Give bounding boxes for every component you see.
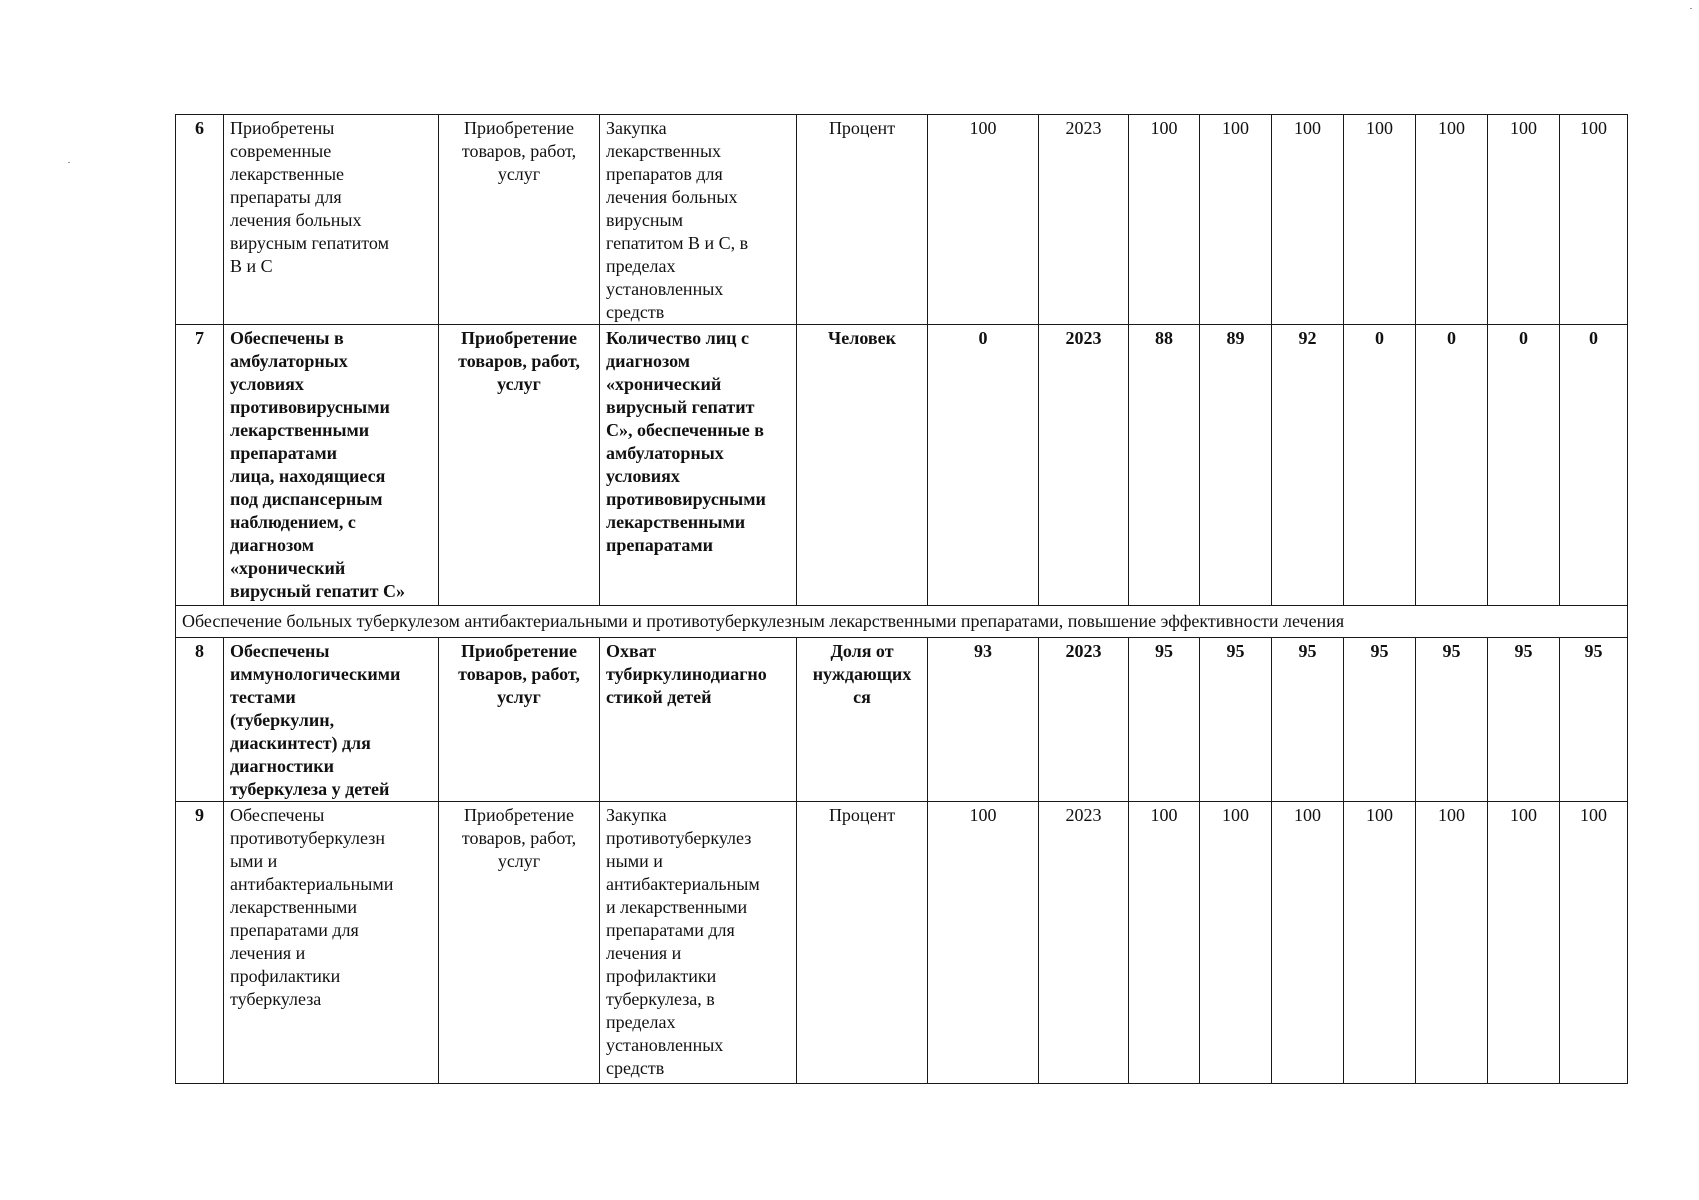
year-value: 0 <box>1560 325 1628 606</box>
row-number: 9 <box>176 802 224 1084</box>
year-value: 95 <box>1272 638 1344 802</box>
year-value: 0 <box>1344 325 1416 606</box>
indicator-description: Охват тубиркулинодиагно стикой детей <box>600 638 797 802</box>
scan-artifact <box>1690 8 1692 9</box>
unit-of-measure: Процент <box>797 115 928 325</box>
indicator-description: Закупка противотуберкулез ными и антибактериальным и лекарственными препаратами для лечения и профилактики туберкулеза, в пределах установленных средств <box>600 802 797 1084</box>
year-value: 0 <box>1488 325 1560 606</box>
year-value: 95 <box>1488 638 1560 802</box>
result-type: Приобретение товаров, работ, услуг <box>439 115 600 325</box>
year-value: 100 <box>1488 115 1560 325</box>
result-name: Приобретены современные лекарственные препараты для лечения больных вирусным гепатитом В и С <box>224 115 439 325</box>
year-value: 100 <box>1129 115 1200 325</box>
year-value: 92 <box>1272 325 1344 606</box>
year-value: 100 <box>1560 115 1628 325</box>
indicators-table <box>175 114 1628 1084</box>
year-value: 100 <box>1416 802 1488 1084</box>
unit-of-measure: Процент <box>797 802 928 1084</box>
table-row <box>176 802 1628 1084</box>
result-name: Обеспечены иммунологическими тестами (туберкулин, диаскинтест) для диагностики туберкулеза у детей <box>224 638 439 802</box>
year-value: 100 <box>1488 802 1560 1084</box>
indicator-description: Закупка лекарственных препаратов для лечения больных вирусным гепатитом В и С, в пределах установленных средств <box>600 115 797 325</box>
table-row <box>176 638 1628 802</box>
base-value: 0 <box>928 325 1039 606</box>
base-year: 2023 <box>1039 325 1129 606</box>
year-value: 0 <box>1416 325 1488 606</box>
year-value: 100 <box>1200 802 1272 1084</box>
base-year: 2023 <box>1039 638 1129 802</box>
unit-of-measure: Человек <box>797 325 928 606</box>
unit-of-measure: Доля от нуждающих ся <box>797 638 928 802</box>
year-value: 100 <box>1200 115 1272 325</box>
year-value: 100 <box>1344 115 1416 325</box>
scan-artifact <box>68 162 70 163</box>
base-year: 2023 <box>1039 802 1129 1084</box>
base-value: 100 <box>928 115 1039 325</box>
year-value: 95 <box>1344 638 1416 802</box>
year-value: 100 <box>1272 115 1344 325</box>
year-value: 89 <box>1200 325 1272 606</box>
result-type: Приобретение товаров, работ, услуг <box>439 638 600 802</box>
table-row <box>176 115 1628 325</box>
year-value: 100 <box>1272 802 1344 1084</box>
result-name: Обеспечены в амбулаторных условиях противовирусными лекарственными препаратами лица, находящиеся под диспансерным наблюдением, с диагнозом «хронический вирусный гепатит С» <box>224 325 439 606</box>
base-value: 93 <box>928 638 1039 802</box>
base-year: 2023 <box>1039 115 1129 325</box>
year-value: 100 <box>1560 802 1628 1084</box>
year-value: 100 <box>1344 802 1416 1084</box>
year-value: 88 <box>1129 325 1200 606</box>
result-type: Приобретение товаров, работ, услуг <box>439 325 600 606</box>
base-value: 100 <box>928 802 1039 1084</box>
year-value: 95 <box>1560 638 1628 802</box>
section-heading: Обеспечение больных туберкулезом антибактериальными и противотуберкулезным лекарственными препаратами, повышение эффективности лечения <box>176 606 1628 638</box>
row-number: 6 <box>176 115 224 325</box>
result-type: Приобретение товаров, работ, услуг <box>439 802 600 1084</box>
section-heading-row <box>176 606 1628 638</box>
table-row <box>176 325 1628 606</box>
indicator-description: Количество лиц с диагнозом «хронический вирусный гепатит С», обеспеченные в амбулаторных условиях противовирусными лекарственными препаратами <box>600 325 797 606</box>
year-value: 95 <box>1200 638 1272 802</box>
year-value: 95 <box>1129 638 1200 802</box>
year-value: 100 <box>1416 115 1488 325</box>
row-number: 8 <box>176 638 224 802</box>
result-name: Обеспечены противотуберкулезн ыми и антибактериальными лекарственными препаратами для лечения и профилактики туберкулеза <box>224 802 439 1084</box>
year-value: 100 <box>1129 802 1200 1084</box>
year-value: 95 <box>1416 638 1488 802</box>
row-number: 7 <box>176 325 224 606</box>
